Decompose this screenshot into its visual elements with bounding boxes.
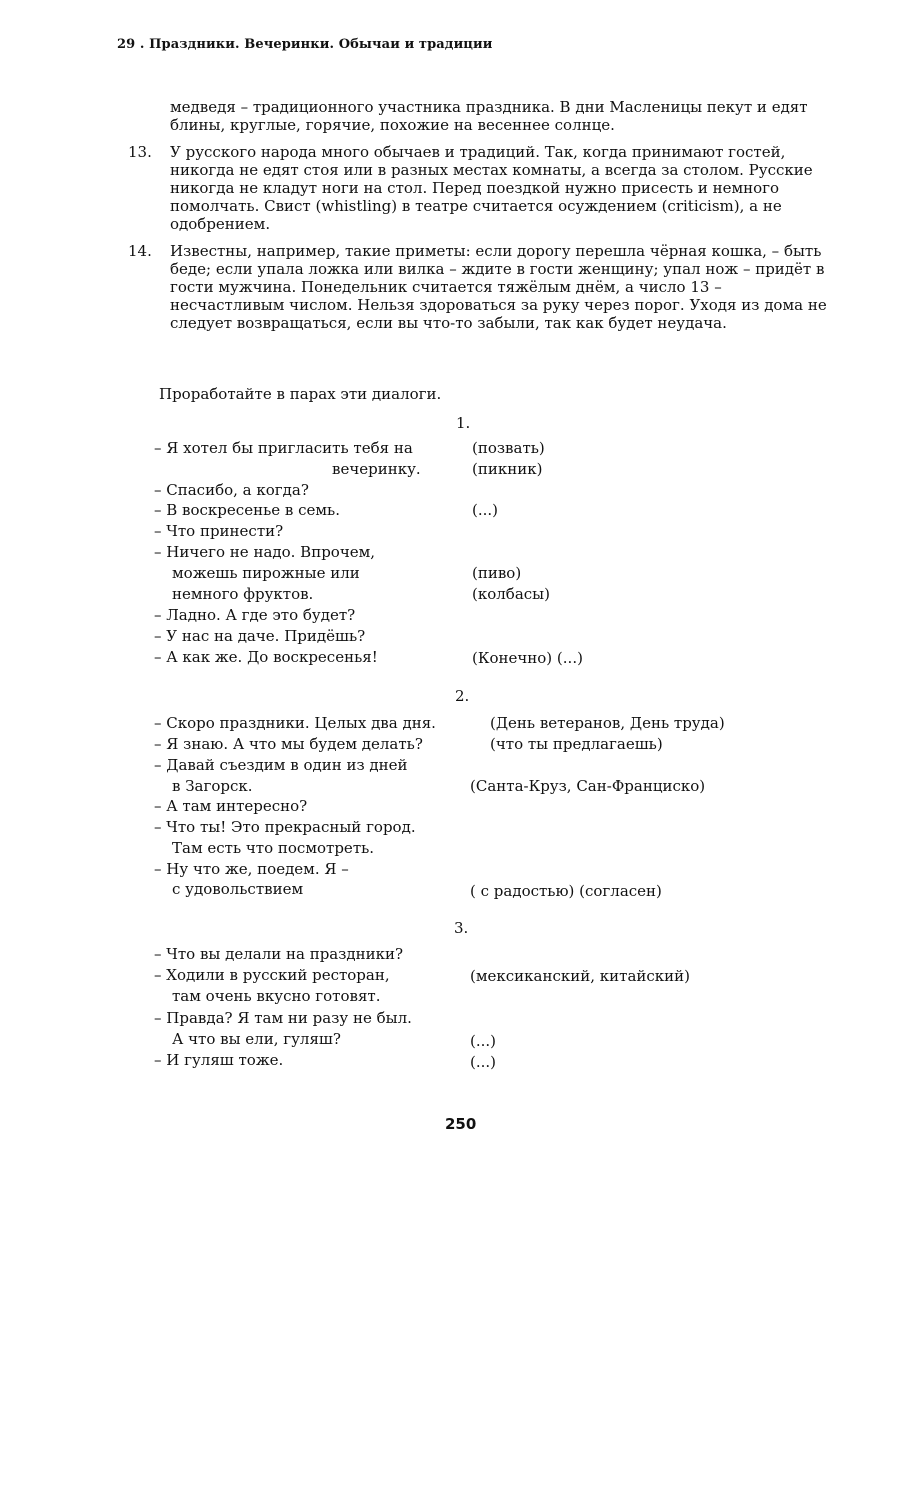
dialogue-alternative: ( с радостью) (согласен) bbox=[470, 882, 662, 900]
instruction: Проработайте в парах эти диалоги. bbox=[159, 385, 442, 403]
dialogue-line: – Скоро праздники. Целых два дня. bbox=[154, 714, 436, 732]
dialogue-line: – А там интересно? bbox=[154, 797, 308, 815]
item-number-14: 14. bbox=[128, 242, 152, 260]
dialogue-alternative: (что ты предлагаешь) bbox=[490, 735, 663, 753]
dialogue-alternative: (...) bbox=[472, 501, 499, 519]
dialogue-1-number: 1. bbox=[456, 414, 471, 432]
dialogue-line: – Что вы делали на праздники? bbox=[154, 945, 404, 963]
dialogue-line: – А как же. До воскресенья! bbox=[154, 648, 378, 666]
dialogue-2-number: 2. bbox=[455, 687, 470, 705]
dialogue-alternative: (Конечно) (...) bbox=[472, 649, 583, 667]
dialogue-line: в Загорск. bbox=[172, 777, 253, 795]
dialogue-line: А что вы ели, гуляш? bbox=[172, 1030, 341, 1048]
dialogue-line: – Что ты! Это прекрасный город. bbox=[154, 818, 416, 836]
dialogue-line: – Ходили в русский ресторан, bbox=[154, 966, 390, 984]
dialogue-alternative: (мексиканский, китайский) bbox=[470, 967, 691, 985]
dialogue-line: – Что принести? bbox=[154, 522, 284, 540]
dialogue-line: – И гуляш тоже. bbox=[154, 1051, 284, 1069]
dialogue-line: – Ну что же, поедем. Я – bbox=[154, 860, 349, 878]
dialogue-line: – Ладно. А где это будет? bbox=[154, 606, 356, 624]
dialogue-line: – Правда? Я там ни разу не был. bbox=[154, 1009, 412, 1027]
dialogue-alternative: (позвать) bbox=[472, 439, 545, 457]
dialogue-line: – Я хотел бы пригласить тебя на bbox=[154, 439, 413, 457]
dialogue-alternative: (...) bbox=[470, 1053, 497, 1071]
dialogue-line: – Давай съездим в один из дней bbox=[154, 756, 408, 774]
item-text-13: У русского народа много обычаев и традиций. Так, когда принимают гостей, никогда не едят стоя или в разных местах комнаты, а всегда за столом. Русские никогда не кладут ноги на стол. Перед поездкой нужно присесть и немного помолчать. Свист (whistling) в театре считается осуждением (criticism), а не одобрением. bbox=[170, 143, 813, 233]
item-number-13: 13. bbox=[128, 143, 152, 161]
dialogue-alternative: (День ветеранов, День труда) bbox=[490, 714, 725, 732]
dialogue-line: – Я знаю. А что мы будем делать? bbox=[154, 735, 423, 753]
dialogue-line: – В воскресенье в семь. bbox=[154, 501, 340, 519]
dialogue-line: – Спасибо, а когда? bbox=[154, 481, 309, 499]
dialogue-alternative: (колбасы) bbox=[472, 585, 550, 603]
dialogue-alternative: (...) bbox=[470, 1032, 497, 1050]
dialogue-alternative: (Санта-Круз, Сан-Франциско) bbox=[470, 777, 706, 795]
dialogue-line: можешь пирожные или bbox=[172, 564, 360, 582]
dialogue-line: вечеринку. bbox=[332, 460, 421, 478]
running-head: 29 . Праздники. Вечеринки. Обычаи и традиции bbox=[117, 37, 493, 52]
dialogue-alternative: (пикник) bbox=[472, 460, 543, 478]
dialogue-line: – У нас на даче. Придёшь? bbox=[154, 627, 366, 645]
dialogue-line: Там есть что посмотреть. bbox=[172, 839, 375, 857]
dialogue-3-number: 3. bbox=[454, 919, 469, 937]
dialogue-line: там очень вкусно готовят. bbox=[172, 987, 381, 1005]
intro-paragraph: медведя – традиционного участника праздника. В дни Масленицы пекут и едят блины, круглые, горячие, похожие на весеннее солнце. bbox=[170, 98, 808, 134]
page-number: 250 bbox=[445, 1115, 477, 1133]
item-text-14: Известны, например, такие приметы: если дорогу перешла чёрная кошка, – быть беде; если упала ложка или вилка – ждите в гости женщину; упал нож – придёт в гости мужчина. Понедельник считается тяжёлым днём, а число 13 – несчастливым числом. Нельзя здороваться за руку через порог. Уходя из дома не следует возвращаться, если вы что-то забыли, так как будет неудача. bbox=[170, 242, 827, 332]
dialogue-line: с удовольствием bbox=[172, 880, 304, 898]
dialogue-line: немного фруктов. bbox=[172, 585, 314, 603]
dialogue-line: – Ничего не надо. Впрочем, bbox=[154, 543, 376, 561]
dialogue-alternative: (пиво) bbox=[472, 564, 522, 582]
